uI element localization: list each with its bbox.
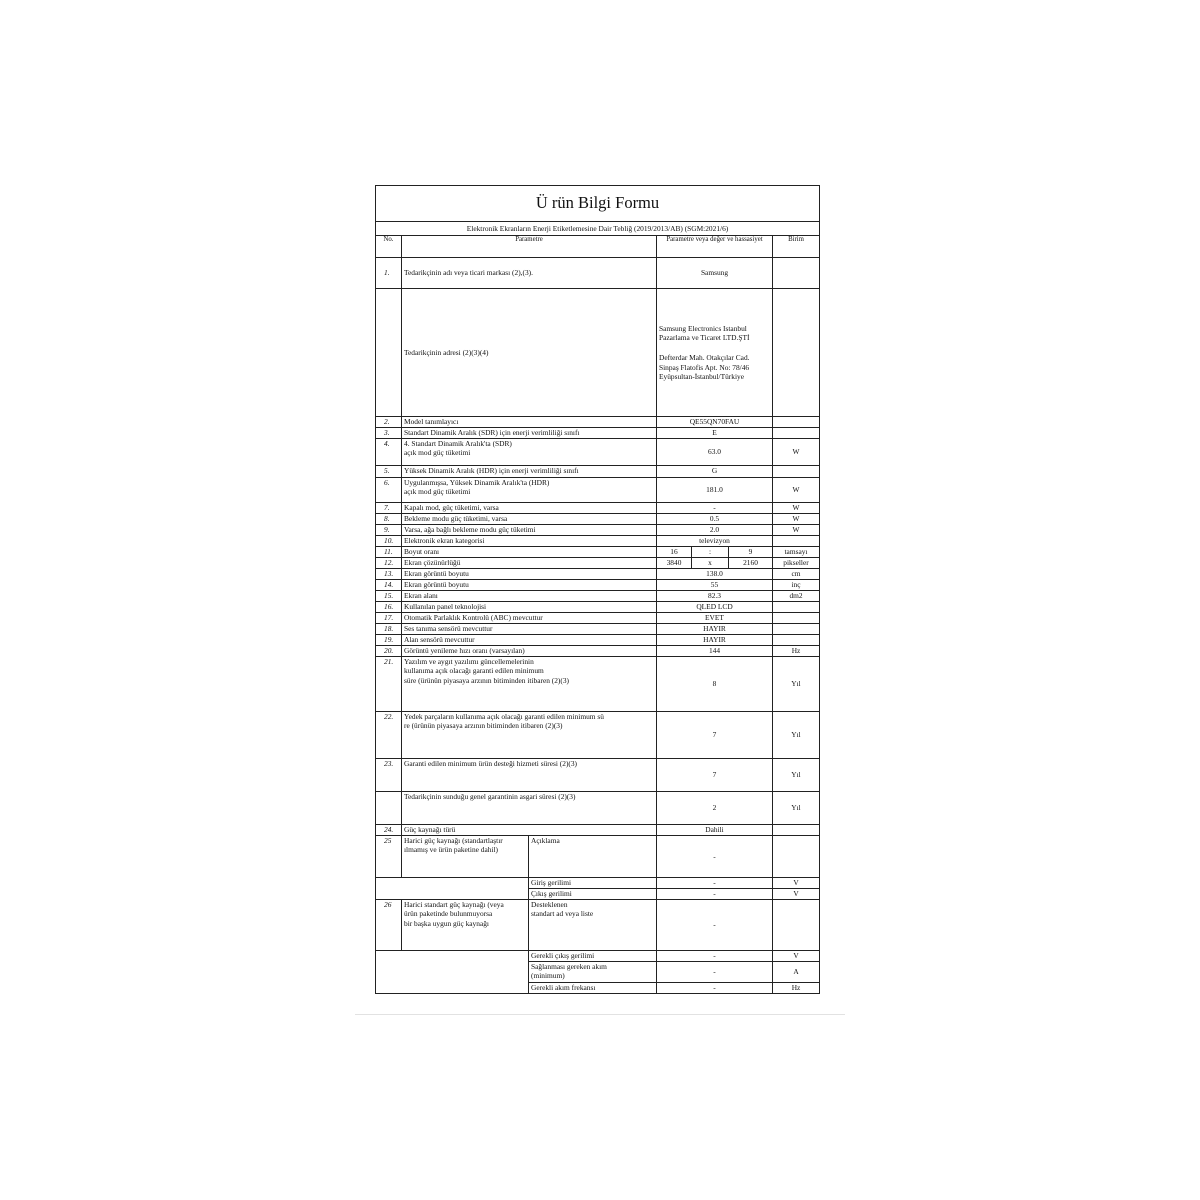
param-label: Elektronik ekran kategorisi bbox=[402, 536, 657, 547]
param-unit bbox=[773, 624, 820, 635]
sub-param-label: Desteklenen standart ad veya liste bbox=[529, 900, 657, 951]
param-label: Tedarikçinin adı veya ticari markası (2),(3). bbox=[402, 258, 657, 289]
param-unit: W bbox=[773, 514, 820, 525]
product-info-table bbox=[375, 185, 820, 994]
param-unit bbox=[773, 836, 820, 878]
row-number bbox=[376, 792, 402, 825]
param-value: HAYIR bbox=[657, 635, 773, 646]
row-number: 4. bbox=[376, 439, 402, 466]
param-unit bbox=[773, 417, 820, 428]
param-unit: tamsayı bbox=[773, 547, 820, 558]
param-unit: Yıl bbox=[773, 759, 820, 792]
param-label: Harici standart güç kaynağı (veya ürün paketinde bulunmuyorsa bir başka uygun güç kaynağı bbox=[402, 900, 529, 951]
param-unit bbox=[773, 258, 820, 289]
param-unit bbox=[773, 289, 820, 417]
aspect-ratio-width: 16 bbox=[657, 547, 692, 558]
sub-param-label: Sağlanması gereken akım (minimum) bbox=[529, 962, 657, 983]
param-label: Otomatik Parlaklık Kontrolü (ABC) mevcuttur bbox=[402, 613, 657, 624]
form-subtitle: Elektronik Ekranların Enerji Etiketlemesine Dair Tebliğ (2019/2013/AB) (SGM:2021/6) bbox=[376, 222, 820, 236]
param-value: 8 bbox=[657, 657, 773, 712]
param-unit: cm bbox=[773, 569, 820, 580]
row-number: 8. bbox=[376, 514, 402, 525]
row-number: 12. bbox=[376, 558, 402, 569]
row-number: 18. bbox=[376, 624, 402, 635]
param-label: Ekran görüntü boyutu bbox=[402, 580, 657, 591]
row-number: 26 bbox=[376, 900, 402, 951]
param-unit bbox=[773, 602, 820, 613]
param-unit bbox=[773, 428, 820, 439]
param-value: 138.0 bbox=[657, 569, 773, 580]
empty-cell bbox=[376, 951, 529, 994]
param-label: Güç kaynağı türü bbox=[402, 825, 657, 836]
row-number: 7. bbox=[376, 503, 402, 514]
form-title: Ü rün Bilgi Formu bbox=[376, 186, 820, 222]
supplier-name: Samsung Electronics Istanbul Pazarlama ve Ticaret LTD.ŞTİ bbox=[659, 323, 750, 343]
param-unit bbox=[773, 466, 820, 478]
param-value: - bbox=[657, 503, 773, 514]
param-value: E bbox=[657, 428, 773, 439]
param-unit bbox=[773, 825, 820, 836]
param-value: 55 bbox=[657, 580, 773, 591]
row-number: 9. bbox=[376, 525, 402, 536]
param-value: - bbox=[657, 889, 773, 900]
row-number: 21. bbox=[376, 657, 402, 712]
param-value: 7 bbox=[657, 759, 773, 792]
param-unit: A bbox=[773, 962, 820, 983]
param-label: Görüntü yenileme hızı oranı (varsayılan) bbox=[402, 646, 657, 657]
param-label: Kullanılan panel teknolojisi bbox=[402, 602, 657, 613]
param-unit: inç bbox=[773, 580, 820, 591]
row-number: 20. bbox=[376, 646, 402, 657]
param-unit: V bbox=[773, 951, 820, 962]
param-value: - bbox=[657, 878, 773, 889]
aspect-ratio-height: 9 bbox=[729, 547, 773, 558]
param-value: - bbox=[657, 951, 773, 962]
param-unit: W bbox=[773, 503, 820, 514]
row-number: 3. bbox=[376, 428, 402, 439]
aspect-ratio-separator: : bbox=[692, 547, 729, 558]
param-label: Ekran görüntü boyutu bbox=[402, 569, 657, 580]
supplier-address-cell bbox=[657, 289, 773, 417]
header-no: No. bbox=[376, 236, 402, 258]
param-unit: Hz bbox=[773, 646, 820, 657]
sub-param-label: Çıkış gerilimi bbox=[529, 889, 657, 900]
param-label: Ekran alanı bbox=[402, 591, 657, 602]
row-number: 1. bbox=[376, 258, 402, 289]
param-unit bbox=[773, 635, 820, 646]
param-value: HAYIR bbox=[657, 624, 773, 635]
sub-param-label: Açıklama bbox=[529, 836, 657, 878]
supplier-address: Defterdar Mah. Otakçılar Cad. Sinpaş Flatofis Apt. No: 78/46 Eyüpsultan-İstanbul/Türkiye bbox=[659, 353, 750, 381]
row-number: 11. bbox=[376, 547, 402, 558]
resolution-height: 2160 bbox=[729, 558, 773, 569]
param-value: 2 bbox=[657, 792, 773, 825]
param-label: Boyut oranı bbox=[402, 547, 657, 558]
row-number: 5. bbox=[376, 466, 402, 478]
row-number: 24. bbox=[376, 825, 402, 836]
sub-param-label: Gerekli çıkış gerilimi bbox=[529, 951, 657, 962]
param-label: Harici güç kaynağı (standartlaştır ılmamış ve ürün paketine dahil) bbox=[402, 836, 529, 878]
row-number: 22. bbox=[376, 712, 402, 759]
row-number: 13. bbox=[376, 569, 402, 580]
resolution-separator: x bbox=[692, 558, 729, 569]
page-divider bbox=[355, 1014, 845, 1015]
resolution-width: 3840 bbox=[657, 558, 692, 569]
param-unit: Hz bbox=[773, 983, 820, 994]
param-unit: Yıl bbox=[773, 657, 820, 712]
param-label: Kapalı mod, güç tüketimi, varsa bbox=[402, 503, 657, 514]
param-unit: W bbox=[773, 478, 820, 503]
param-value: 144 bbox=[657, 646, 773, 657]
param-value: QE55QN70FAU bbox=[657, 417, 773, 428]
row-number: 15. bbox=[376, 591, 402, 602]
row-number: 10. bbox=[376, 536, 402, 547]
param-label: Ekran çözünürlüğü bbox=[402, 558, 657, 569]
row-number: 23. bbox=[376, 759, 402, 792]
param-unit: W bbox=[773, 525, 820, 536]
param-unit: Yıl bbox=[773, 712, 820, 759]
param-label: 4. Standart Dinamik Aralık'ta (SDR) açık mod güç tüketimi bbox=[402, 439, 657, 466]
param-unit: W bbox=[773, 439, 820, 466]
param-label: Bekleme modu güç tüketimi, varsa bbox=[402, 514, 657, 525]
row-number: 16. bbox=[376, 602, 402, 613]
param-value: - bbox=[657, 962, 773, 983]
param-unit: Yıl bbox=[773, 792, 820, 825]
header-parameter: Parametre bbox=[402, 236, 657, 258]
param-label: Garanti edilen minimum ürün desteği hizmeti süresi (2)(3) bbox=[402, 759, 657, 792]
row-number: 14. bbox=[376, 580, 402, 591]
param-unit: pikseller bbox=[773, 558, 820, 569]
empty-cell bbox=[376, 878, 529, 900]
param-value: Samsung bbox=[657, 258, 773, 289]
param-unit: V bbox=[773, 878, 820, 889]
param-value: televizyon bbox=[657, 536, 773, 547]
param-value: EVET bbox=[657, 613, 773, 624]
param-unit: dm2 bbox=[773, 591, 820, 602]
param-label: Varsa, ağa bağlı bekleme modu güç tüketimi bbox=[402, 525, 657, 536]
param-label: Standart Dinamik Aralık (SDR) için enerji verimliliği sınıfı bbox=[402, 428, 657, 439]
param-value: - bbox=[657, 836, 773, 878]
row-number: 19. bbox=[376, 635, 402, 646]
param-label: Tedarikçinin adresi (2)(3)(4) bbox=[402, 289, 657, 417]
param-label: Ses tanıma sensörü mevcuttur bbox=[402, 624, 657, 635]
param-label: Uygulanmışsa, Yüksek Dinamik Aralık'ta (HDR) açık mod güç tüketimi bbox=[402, 478, 657, 503]
param-value: - bbox=[657, 983, 773, 994]
header-value: Parametre veya değer ve hassasiyet bbox=[657, 236, 773, 258]
header-unit: Birim bbox=[773, 236, 820, 258]
param-label: Yazılım ve aygıt yazılımı güncellemelerinin kullanıma açık olacağı garanti edilen minimum süre (ürünün piyasaya arzının bitiminden itibaren (2)(3) bbox=[402, 657, 657, 712]
param-value: Dahili bbox=[657, 825, 773, 836]
product-info-form bbox=[375, 185, 819, 994]
param-label: Yedek parçaların kullanıma açık olacağı garanti edilen minimum sü re (ürünün piyasaya arzının bitiminden itibaren (2)(3) bbox=[402, 712, 657, 759]
param-value: - bbox=[657, 900, 773, 951]
param-value: 82.3 bbox=[657, 591, 773, 602]
param-unit bbox=[773, 536, 820, 547]
param-value: 63.0 bbox=[657, 439, 773, 466]
param-label: Yüksek Dinamik Aralık (HDR) için enerji verimliliği sınıfı bbox=[402, 466, 657, 478]
param-unit bbox=[773, 613, 820, 624]
row-number: 2. bbox=[376, 417, 402, 428]
param-unit: V bbox=[773, 889, 820, 900]
param-value: G bbox=[657, 466, 773, 478]
sub-param-label: Gerekli akım frekansı bbox=[529, 983, 657, 994]
param-unit bbox=[773, 900, 820, 951]
param-label: Model tanımlayıcı bbox=[402, 417, 657, 428]
row-number: 25 bbox=[376, 836, 402, 878]
param-value: 0.5 bbox=[657, 514, 773, 525]
row-number: 17. bbox=[376, 613, 402, 624]
row-number: 6. bbox=[376, 478, 402, 503]
param-value: QLED LCD bbox=[657, 602, 773, 613]
sub-param-label: Giriş gerilimi bbox=[529, 878, 657, 889]
row-number bbox=[376, 289, 402, 417]
param-value: 181.0 bbox=[657, 478, 773, 503]
param-label: Alan sensörü mevcuttur bbox=[402, 635, 657, 646]
param-label: Tedarikçinin sunduğu genel garantinin asgari süresi (2)(3) bbox=[402, 792, 657, 825]
param-value: 7 bbox=[657, 712, 773, 759]
param-value: 2.0 bbox=[657, 525, 773, 536]
